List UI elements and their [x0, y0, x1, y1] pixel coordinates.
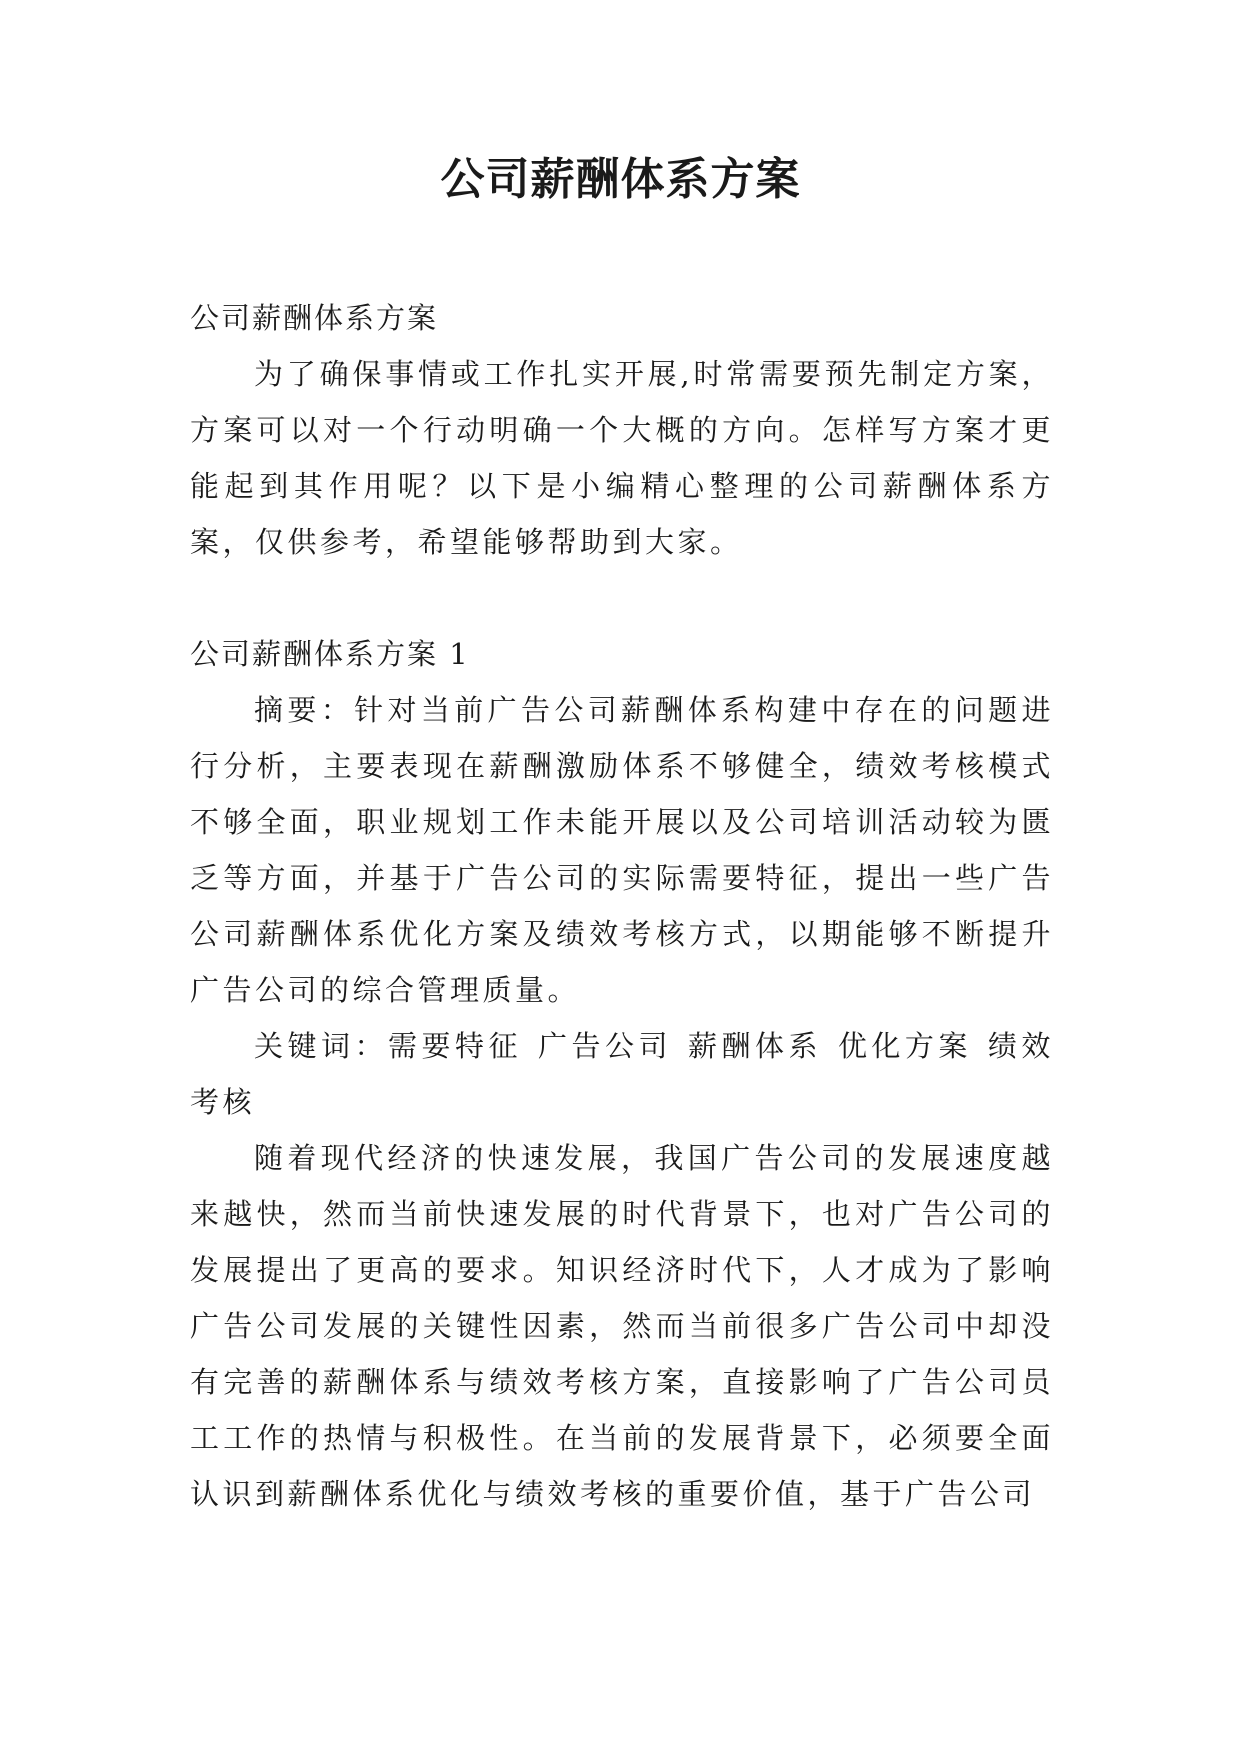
keyword: 绩效考核: [190, 1029, 1054, 1119]
body-paragraph: 随着现代经济的快速发展，我国广告公司的发展速度越来越快，然而当前快速发展的时代背景下，也对广告公司的发展提出了更高的要求。知识经济时代下，人才成为了影响广告公司发展的关键性因素，然而当前很多广告公司中却没有完善的薪酬体系与绩效考核方案，直接影响了广告公司员工工作的热情与积极性。在当前的发展背景下，必须要全面认识到薪酬体系优化与绩效考核的重要价值，基于广告公司: [190, 1141, 1054, 1511]
document-body: [190, 290, 1054, 1522]
keyword: 广告公司: [537, 1029, 672, 1063]
keyword: 薪酬体系: [687, 1029, 822, 1063]
keyword: 需要特征: [387, 1029, 522, 1063]
keywords-label: 关键词：: [254, 1029, 388, 1063]
intro-paragraph: 为了确保事情或工作扎实开展,时常需要预先制定方案，方案可以对一个行动明确一个大概的方向。怎样写方案才更能起到其作用呢？以下是小编精心整理的公司薪酬体系方案，仅供参考，希望能够帮助到大家。: [190, 357, 1054, 559]
intro-heading: 公司薪酬体系方案: [190, 301, 439, 335]
abstract-paragraph: 摘要：针对当前广告公司薪酬体系构建中存在的问题进行分析，主要表现在薪酬激励体系不够健全，绩效考核模式不够全面，职业规划工作未能开展以及公司培训活动较为匮乏等方面，并基于广告公司的实际需要特征，提出一些广告公司薪酬体系优化方案及绩效考核方式，以期能够不断提升广告公司的综合管理质量。: [190, 693, 1054, 1007]
section-spacer: [190, 570, 1054, 626]
keyword: 优化方案: [837, 1029, 972, 1063]
section-heading: 公司薪酬体系方案 1: [190, 637, 470, 671]
keywords-paragraph: [190, 1018, 1054, 1130]
document-title: 公司薪酬体系方案: [440, 154, 801, 205]
